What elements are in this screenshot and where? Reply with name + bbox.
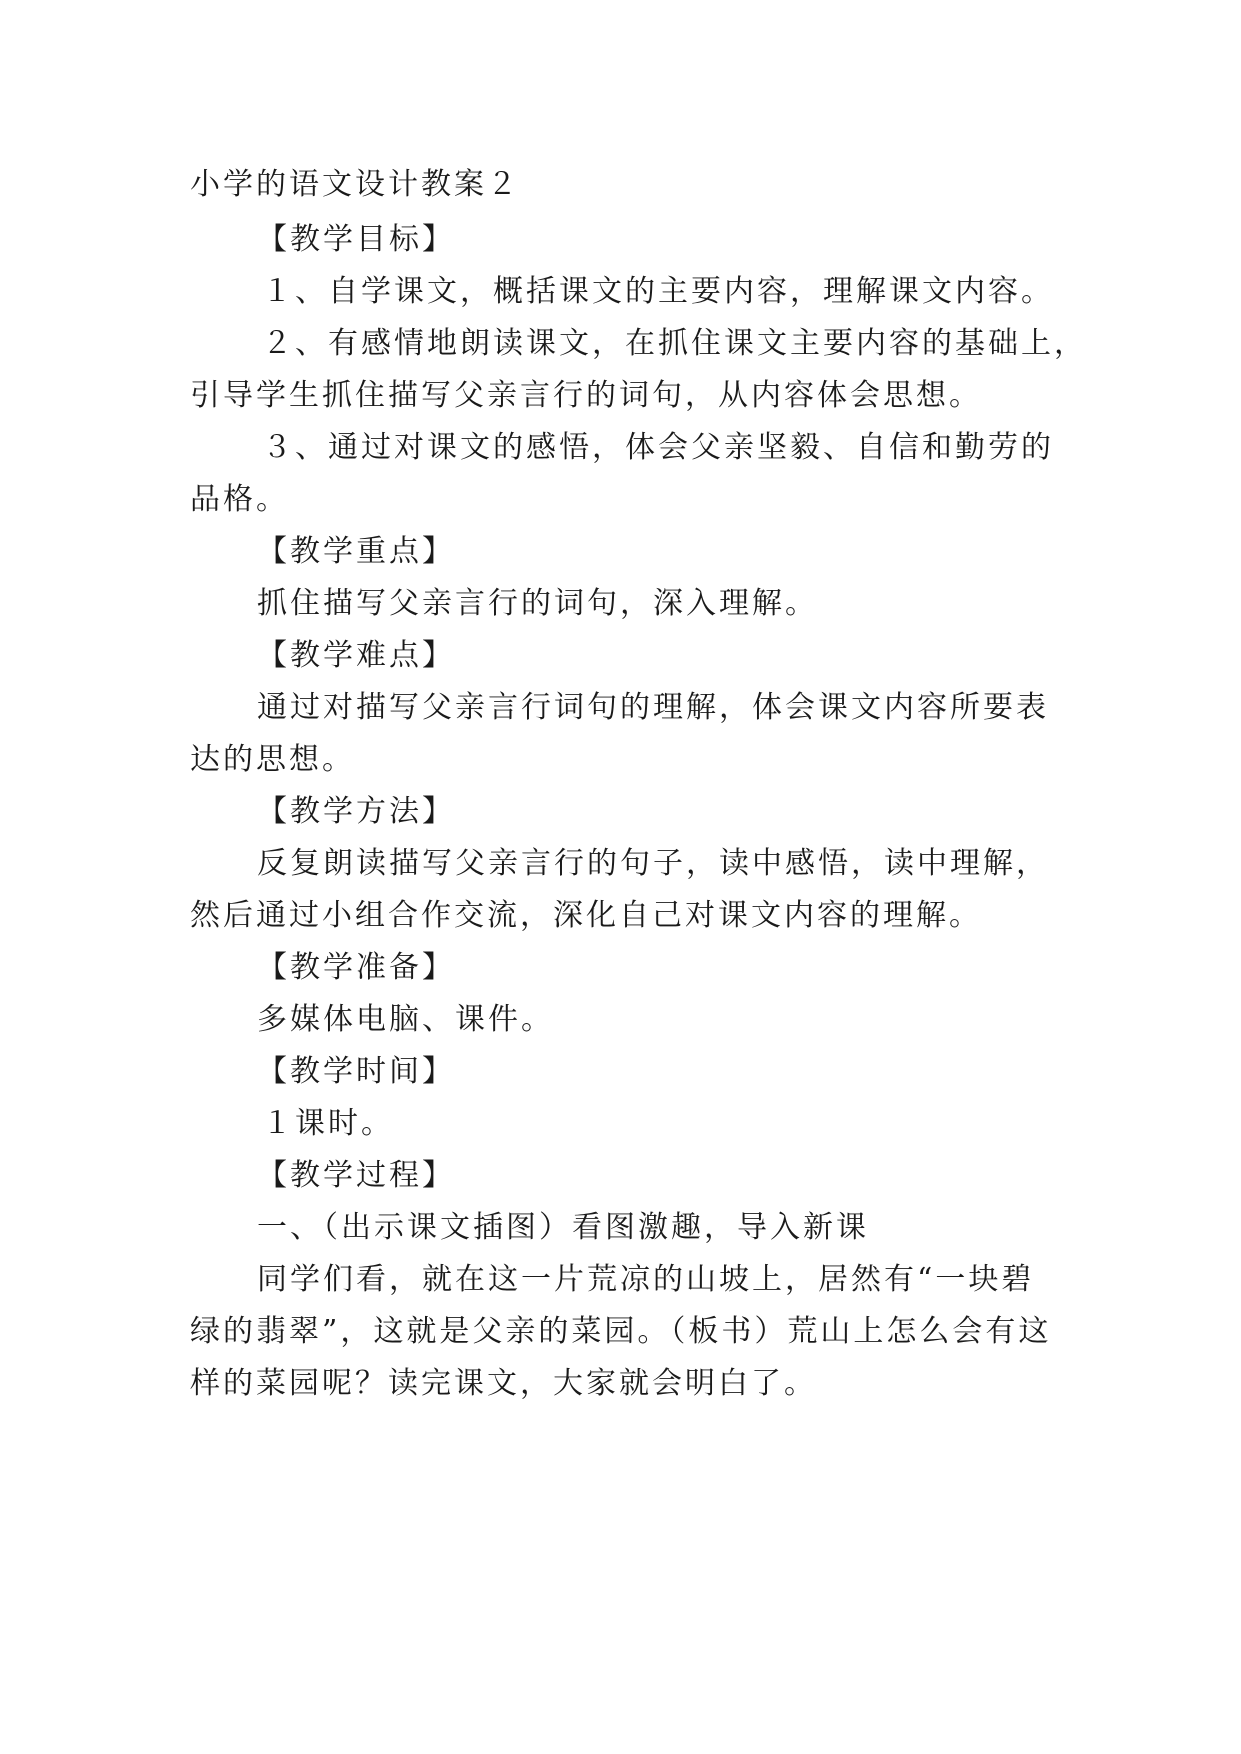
section-heading-prep: 【教学准备】 — [257, 950, 455, 985]
section-heading-time: 【教学时间】 — [257, 1054, 455, 1089]
difficulty-line-1: 通过对描写父亲言行词句的理解，体会课文内容所要表 — [257, 690, 1049, 725]
method-line-1: 反复朗读描写父亲言行的句子，读中感悟，读中理解， — [257, 846, 1049, 881]
focus-text: 抓住描写父亲言行的词句，深入理解。 — [257, 586, 818, 621]
step-1-line-1: 同学们看，就在这一片荒凉的山坡上，居然有“一块碧 — [257, 1262, 1035, 1297]
time-text: １课时。 — [262, 1106, 394, 1141]
step-1-title: 一、（出示课文插图）看图激趣，导入新课 — [257, 1210, 869, 1245]
goal-1: １、自学课文，概括课文的主要内容，理解课文内容。 — [262, 274, 1054, 309]
goal-2-line-2: 引导学生抓住描写父亲言行的词句，从内容体会思想。 — [190, 378, 982, 413]
section-heading-focus: 【教学重点】 — [257, 534, 455, 569]
step-1-line-3: 样的菜园呢？读完课文，大家就会明白了。 — [190, 1366, 817, 1401]
goal-3-line-1: ３、通过对课文的感悟，体会父亲坚毅、自信和勤劳的 — [262, 430, 1054, 465]
section-heading-process: 【教学过程】 — [257, 1158, 455, 1193]
section-heading-goals: 【教学目标】 — [257, 222, 455, 257]
method-line-2: 然后通过小组合作交流，深化自己对课文内容的理解。 — [190, 898, 982, 933]
section-heading-method: 【教学方法】 — [257, 794, 455, 829]
section-heading-difficulty: 【教学难点】 — [257, 638, 455, 673]
step-1-line-2: 绿的翡翠”，这就是父亲的菜园。（板书）荒山上怎么会有这 — [190, 1314, 1052, 1349]
difficulty-line-2: 达的思想。 — [190, 742, 355, 777]
document-title: 小学的语文设计教案２ — [190, 167, 520, 202]
goal-2-line-1: ２、有感情地朗读课文，在抓住课文主要内容的基础上， — [262, 326, 1087, 361]
prep-text: 多媒体电脑、课件。 — [257, 1002, 554, 1037]
goal-3-line-2: 品格。 — [190, 482, 289, 517]
